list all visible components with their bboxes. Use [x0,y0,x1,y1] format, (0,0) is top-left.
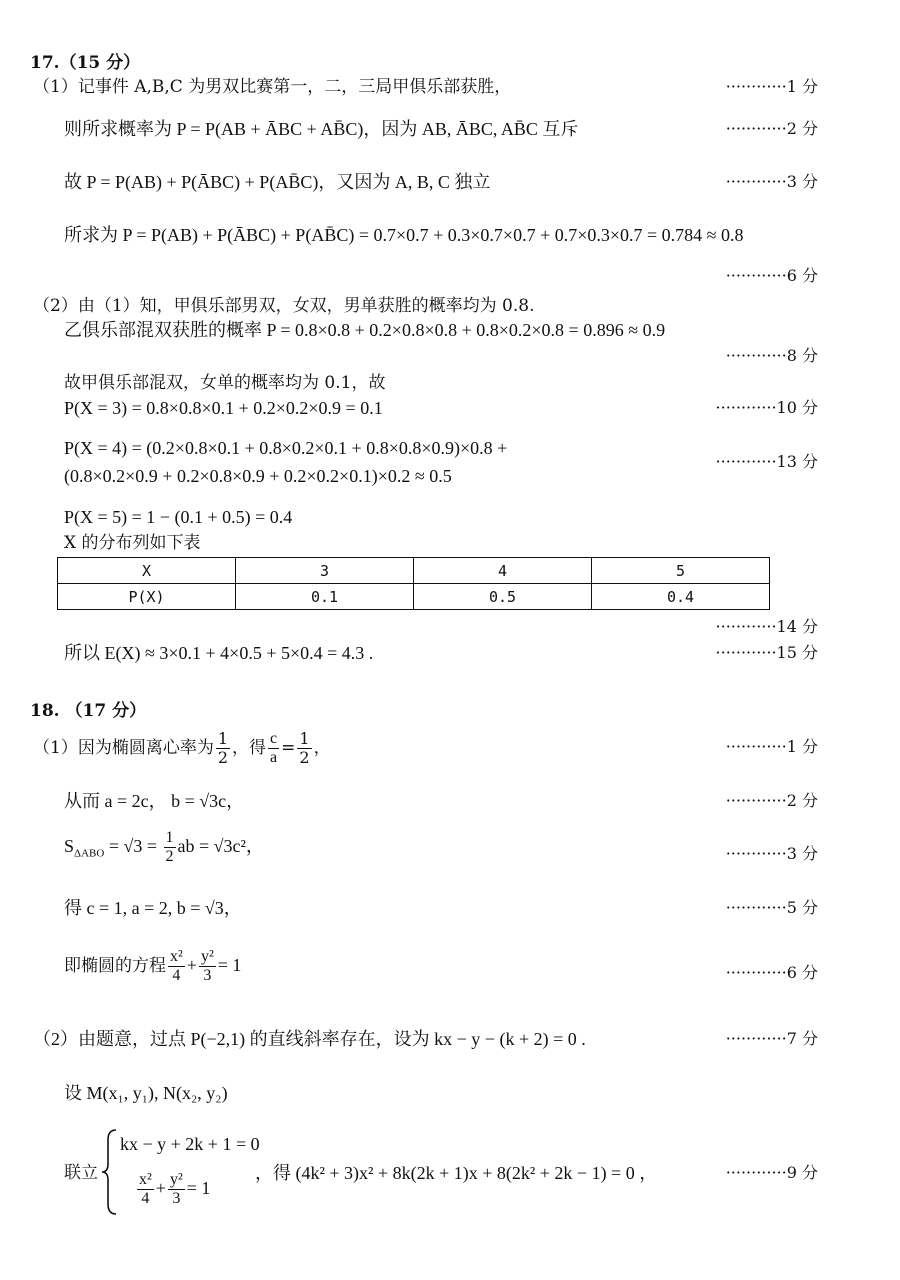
text: 即椭圆的方程 [64,956,166,976]
q17-part2-line2: 乙俱乐部混双获胜的概率 P = 0.8×0.8 + 0.2×0.8×0.8 + 0.8×0.2×0.8 = 0.896 ≈ 0.9 [64,320,666,340]
q18-part2-line1: （2）由题意，过点 P(−2,1) 的直线斜率存在，设为 kx − y − (k + 2) = 0 . [33,1029,586,1049]
score-mark: ············6 分 [725,963,818,982]
numerator: 1 [299,729,310,748]
table-row [58,584,770,610]
text: = 1 [217,955,242,975]
table-cell: 5 [592,558,770,584]
q18-part1-line2: 从而 a = 2c， b = √3c， [64,791,245,811]
subscript: ΔABO [74,847,105,860]
q17-part2-line8: X 的分布列如下表 [64,533,201,553]
table-cell: 0.5 [414,584,592,610]
table-cell: X [58,558,236,584]
score-mark: ············8 分 [725,346,818,365]
numerator: c [270,730,278,747]
denominator: a [270,749,278,766]
q18-system-eq1: kx − y + 2k + 1 = 0 [120,1134,260,1154]
q18-system-eq2 [135,1168,210,1208]
score-mark: ············13 分 [715,452,818,471]
text: （1）因为椭圆离心率为 [33,738,214,758]
q18-part1-line1 [33,728,331,768]
q18-system-result: ，得 (4k² + 3)x² + 8k(2k + 1)x + 8(2k² + 2k − 1) = 0 ， [255,1163,658,1183]
score-mark: ············14 分 [715,617,818,636]
q18-part2-line2: 设 M(x₁, y₁), N(x₂, y₂) [64,1083,228,1103]
q18-part1-line3 [64,826,264,874]
fraction [168,948,185,985]
numerator: 1 [217,729,229,748]
text: ， [313,738,331,758]
q17-part2-line3: 故甲俱乐部混双，女单的概率均为 0.1，故 [64,373,386,393]
left-brace-icon [100,1128,118,1216]
fraction [216,730,230,767]
question-18-heading: 18. （17 分） [30,701,147,721]
denominator: 4 [172,967,181,984]
score-mark: ············1 分 [725,737,818,756]
score-mark: ············9 分 [725,1163,818,1182]
numerator: 1 [165,829,174,847]
score-mark: ············2 分 [725,791,818,810]
q17-part2-line5: P(X = 4) = (0.2×0.8×0.1 + 0.8×0.2×0.1 + 0.8×0.8×0.9)×0.8 + [64,438,508,458]
q17-part2-line4: P(X = 3) = 0.8×0.8×0.1 + 0.2×0.2×0.9 = 0.1 [64,398,383,418]
table-cell: 4 [414,558,592,584]
score-mark: ············15 分 [715,643,818,662]
q17-part1-line4: 所求为 P = P(AB) + P(ĀBC) + P(AB̄C) = 0.7×0.7 + 0.3×0.7×0.7 + 0.7×0.3×0.7 = 0.784 ≈ 0.8 [64,225,744,245]
text: = [281,738,296,758]
text: ab = √3c²， [177,836,264,856]
denominator: 3 [203,967,212,984]
fraction [137,1171,154,1208]
table-cell: P(X) [58,584,236,610]
distribution-table [57,557,770,610]
score-mark: ············10 分 [715,398,818,417]
score-mark: ············3 分 [725,172,818,191]
denominator: 2 [299,748,310,767]
table-cell: 0.1 [236,584,414,610]
table-cell: 3 [236,558,414,584]
text: ，得 [232,738,267,758]
q18-lianli-label: 联立 [64,1163,98,1183]
numerator: x² [170,948,183,965]
denominator: 4 [141,1190,150,1208]
text: = 1 [186,1178,211,1198]
denominator: 2 [217,748,229,767]
q17-part2-line1: （2）由（1）知，甲俱乐部男双，女双，男单获胜的概率均为 0.8. [33,296,535,316]
q18-part1-line4: 得 c = 1, a = 2, b = √3， [64,898,242,918]
score-mark: ············6 分 [725,266,818,285]
denominator: 3 [172,1190,181,1208]
score-mark: ············1 分 [725,77,818,96]
table-row [58,558,770,584]
score-mark: ············2 分 [725,119,818,138]
fraction [268,730,279,767]
q18-part1-line5 [64,945,241,986]
fraction [168,1171,185,1208]
q17-part1-line2: 则所求概率为 P = P(AB + ĀBC + AB̄C)，因为 AB, ĀBC, AB̄C 互斥 [64,119,579,139]
text: = √3 = [104,836,162,856]
numerator: x² [139,1171,152,1189]
denominator: 2 [165,848,174,866]
score-mark: ············7 分 [725,1029,818,1048]
q17-part2-line6: (0.8×0.2×0.9 + 0.2×0.8×0.9 + 0.2×0.2×0.1)×0.2 ≈ 0.5 [64,466,452,486]
numerator: y² [169,1171,183,1189]
question-17-heading: 17.（15 分） [30,53,141,73]
q17-part1-line3: 故 P = P(AB) + P(ĀBC) + P(AB̄C)，又因为 A, B, C 独立 [64,172,491,192]
text: + [155,1178,166,1198]
text: S [64,836,75,856]
fraction [199,948,216,985]
q17-part1-line1: （1）记事件 A,B,C 为男双比赛第一，二，三局甲俱乐部获胜， [33,77,512,97]
fraction [297,730,311,767]
score-mark: ············3 分 [725,844,818,863]
q17-part2-line7: P(X = 5) = 1 − (0.1 + 0.5) = 0.4 [64,507,293,527]
text: + [186,955,197,975]
numerator: y² [200,948,214,965]
score-mark: ············5 分 [725,898,818,917]
q17-expectation: 所以 E(X) ≈ 3×0.1 + 4×0.5 + 5×0.4 = 4.3 . [64,643,374,663]
fraction [164,829,176,866]
table-cell: 0.4 [592,584,770,610]
